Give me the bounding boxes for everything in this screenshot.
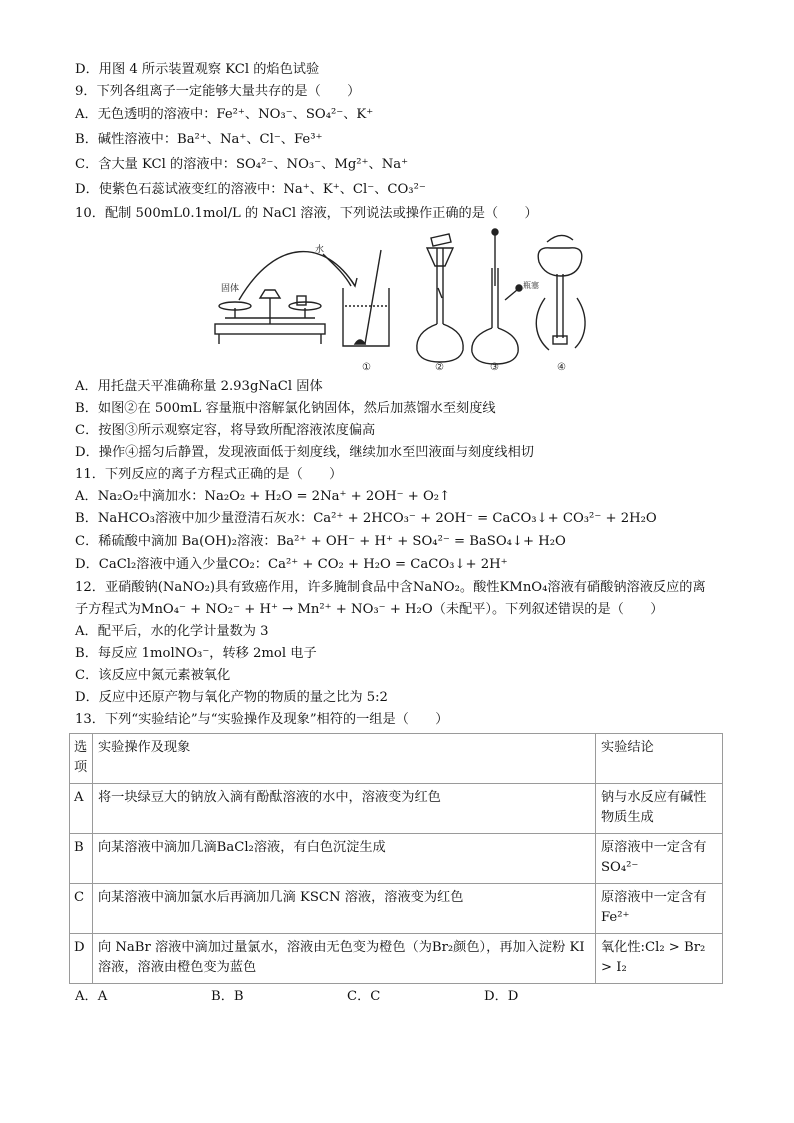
q12-option-b: B．每反应 1molNO₃⁻，转移 2mol 电子: [75, 646, 317, 661]
row-option: B: [70, 834, 93, 884]
transfer-arrow-icon: [239, 252, 355, 300]
q11-option-b: B．NaHCO₃溶液中加少量澄清石灰水：Ca²⁺ + 2HCO₃⁻ + 2OH⁻ = CaCO₃↓+ CO₃²⁻ + 2H₂O: [75, 511, 657, 526]
q12-stem-1: 12．亚硝酸钠(NaNO₂)具有致癌作用，许多腌制食品中含NaNO₂。酸性KMnO₄溶液有硝酸钠溶液反应的离: [75, 580, 706, 595]
q13-stem: 13．下列“实验结论”与“实验操作及现象”相符的一组是（ ）: [75, 712, 449, 727]
q11-option-c: C．稀硫酸中滴加 Ba(OH)₂溶液：Ba²⁺ + OH⁻ + H⁺ + SO₄²⁻ = BaSO₄↓+ H₂O: [75, 534, 566, 549]
q13-option-b: B．B: [211, 989, 244, 1004]
table-row: [70, 834, 723, 884]
volumetric-flask-icon: [417, 234, 463, 362]
row-option: C: [70, 884, 93, 934]
q13-option-d: D．D: [484, 989, 519, 1004]
table-header-row: [70, 734, 723, 784]
q12-option-d: D．反应中还原产物与氧化产物的物质的量之比为 5:2: [75, 690, 388, 705]
beaker-icon: [343, 250, 389, 346]
table-row: [70, 784, 723, 834]
table-row: [70, 934, 723, 984]
balance-icon: [215, 290, 325, 344]
q10-option-a: A．用托盘天平准确称量 2.93gNaCl 固体: [75, 379, 323, 394]
row-operation: 向某溶液中滴加几滴BaCl₂溶液，有白色沉淀生成: [93, 834, 596, 884]
q13-option-c: C．C: [347, 989, 381, 1004]
figure-label-3: ③: [490, 362, 499, 373]
row-conclusion: 原溶液中一定含有Fe²⁺: [596, 884, 723, 934]
row-conclusion: 氧化性:Cl₂ > Br₂ > I₂: [596, 934, 723, 984]
row-conclusion: 钠与水反应有碱性物质生成: [596, 784, 723, 834]
q9-option-c: C．含大量 KCl 的溶液中：SO₄²⁻、NO₃⁻、Mg²⁺、Na⁺: [75, 157, 409, 172]
q9-stem: 9．下列各组离子一定能够大量共存的是（ ）: [75, 84, 361, 99]
row-operation: 向某溶液中滴加氯水后再滴加几滴 KSCN 溶液，溶液变为红色: [93, 884, 596, 934]
q9-option-d: D．使紫色石蕊试液变红的溶液中：Na⁺、K⁺、Cl⁻、CO₃²⁻: [75, 182, 426, 197]
volumetric-flask-icon: [472, 229, 522, 364]
q10-stem: 10．配制 500mL0.1mol/L 的 NaCl 溶液，下列说法或操作正确的是（ ）: [75, 206, 538, 221]
q12-option-a: A．配平后，水的化学计量数为 3: [75, 624, 269, 639]
table-row: [70, 884, 723, 934]
row-conclusion: 原溶液中一定含有SO₄²⁻: [596, 834, 723, 884]
q10-option-d: D．操作④摇匀后静置，发现液面低于刻度线，继续加水至凹液面与刻度线相切: [75, 445, 534, 460]
q13-option-a: A．A: [75, 989, 108, 1004]
q11-option-a: A．Na₂O₂中滴加水：Na₂O₂ + H₂O = 2Na⁺ + 2OH⁻ + O₂↑: [75, 489, 451, 504]
q10-option-b: B．如图②在 500mL 容量瓶中溶解氯化钠固体，然后加蒸馏水至刻度线: [75, 401, 496, 416]
apparatus-figure: [205, 228, 595, 374]
header-conclusion: 实验结论: [596, 734, 723, 784]
q12-option-c: C．该反应中氮元素被氧化: [75, 668, 231, 683]
q12-stem-2: 子方程式为MnO₄⁻ + NO₂⁻ + H⁺ → Mn²⁺ + NO₃⁻ + H₂O（未配平）。下列叙述错误的是（ ）: [75, 602, 664, 617]
q9-option-b: B．碱性溶液中：Ba²⁺、Na⁺、Cl⁻、Fe³⁺: [75, 132, 323, 147]
water-label: 水: [315, 245, 325, 255]
header-operation: 实验操作及现象: [93, 734, 596, 784]
q11-option-d: D．CaCl₂溶液中通入少量CO₂：Ca²⁺ + CO₂ + H₂O = CaCO₃↓+ 2H⁺: [75, 557, 508, 572]
header-option: 选项: [70, 734, 93, 784]
row-option: A: [70, 784, 93, 834]
row-operation: 向 NaBr 溶液中滴加过量氯水，溶液由无色变为橙色（为Br₂颜色），再加入淀粉 KI 溶液，溶液由橙色变为蓝色: [93, 934, 596, 984]
row-operation: 将一块绿豆大的钠放入滴有酚酞溶液的水中，溶液变为红色: [93, 784, 596, 834]
solid-label: 固体: [221, 284, 240, 294]
row-option: D: [70, 934, 93, 984]
stopper-label: 瓶塞: [523, 281, 539, 290]
figure-label-1: ①: [362, 362, 371, 373]
shaking-flask-icon: [536, 235, 585, 350]
q9-option-a: A．无色透明的溶液中：Fe²⁺、NO₃⁻、SO₄²⁻、K⁺: [75, 107, 374, 122]
experiment-table: [69, 733, 723, 984]
q11-stem: 11．下列反应的离子方程式正确的是（ ）: [75, 467, 343, 482]
figure-label-2: ②: [435, 362, 444, 373]
q8-option-d: D．用图 4 所示装置观察 KCl 的焰色试验: [75, 62, 320, 77]
figure-label-4: ④: [557, 362, 566, 373]
q10-option-c: C．按图③所示观察定容，将导致所配溶液浓度偏高: [75, 423, 376, 438]
